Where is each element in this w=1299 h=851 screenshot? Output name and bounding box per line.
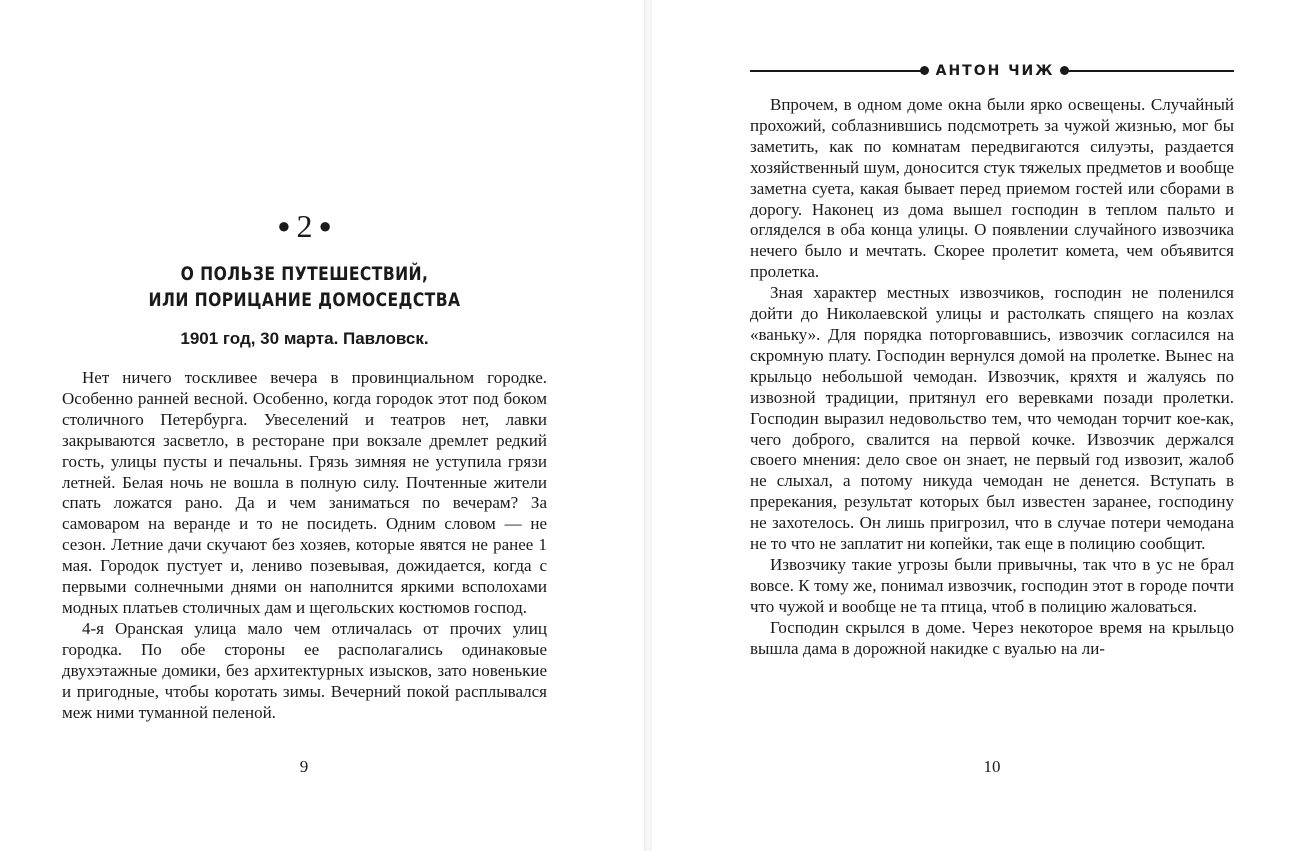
page-number-left: 9 <box>299 757 309 776</box>
page-number-right: 10 <box>983 757 1001 776</box>
paragraph: 4-я Оранская улица мало чем отличалась от прочих улиц городка. По обе стороны ее располагались одинаковые двухэтажные домики, без архитектурных изысков, зато новенькие и пригодные, чтобы коротать зимы. Вечерний покой расплывался меж ними туманной пеленой. <box>62 618 547 722</box>
chapter-title <box>106 261 504 313</box>
bullet-icon: ● <box>318 213 332 238</box>
paragraph: Впрочем, в одном доме окна были ярко освещены. Случайный прохожий, соблазнившись подсмотреть за чужой жизнью, мог бы заметить, как по комнатам передвигаются силуэты, раздается хозяйственный шум, доносится стук тяжелых предметов и вообще заметна суета, какая бывает перед приемом гостей или сборами в дорогу. Наконец из дома вышел господин в теплом пальто и огляделся в оба конца улицы. О появлении случайного извозчика нечего было и мечтать. Скорее пролетит комета, чем объявится пролетка. <box>750 95 1234 282</box>
chapter-title-line-1: О ПОЛЬЗЕ ПУТЕШЕСТВИЙ, <box>180 263 429 285</box>
paragraph: Нет ничего тоскливее вечера в провинциальном городке. Особенно ранней весной. Особенно, когда городок этот под боком столичного Петербурга. Увеселений и театров нет, лавки закрываются засветло, в ресторане при вокзале дремлет редкий гость, улицы пусты и печальны. Грязь зимняя не уступила грязи летней. Белая ночь не вошла в полную силу. Почтенные жители спать ложатся рано. Да и чем заниматься по вечерам? За самоваром на веранде и то не посидеть. Одним словом — не сезон. Летние дачи скучают без хозяев, которые явятся не ранее 1 мая. Городок пустует и, лениво позевывая, дожидается, когда с первыми солнечными днями он наполнится яркими всполохами модных платьев столичных дам и щегольских костюмов господ. <box>62 368 547 617</box>
header-dot-icon <box>920 66 929 75</box>
book-gutter <box>644 0 652 851</box>
chapter-title-line-2: ИЛИ ПОРИЦАНИЕ ДОМОСЕДСТВА <box>148 289 461 311</box>
chapter-subtitle: 1901 год, 30 марта. Павловск. <box>180 329 429 348</box>
header-rule-right <box>1068 70 1234 72</box>
running-header-author: АНТОН ЧИЖ <box>935 63 1055 79</box>
paragraph: Зная характер местных извозчиков, господин не поленился дойти до Николаевской улицы и растолкать спящего на козлах «ваньку». Для порядка поторговавшись, извозчик согласился на скромную плату. Господин вернулся домой на пролетке. Вынес на крыльцо небольшой чемодан. Извозчик, кряхтя и жалуясь по извозной традиции, притянул его веревками позади пролетки. Господин выразил недовольство тем, что чемодан торчит кое-как, чего доброго, свалится на первой кочке. Извозчик держался своего мнения: дело свое он знает, не первый год извозит, жалоб не слыхал, а потому никуда чемодан не денется. Вступать в пререкания, результат которых был известен заранее, господину не захотелось. Он лишь пригрозил, что в случае потери чемодана не то что не заплатит ни копейки, так еще в полицию сообщит. <box>750 283 1234 554</box>
paragraph: Господин скрылся в доме. Через некоторое время на крыльцо вышла дама в дорожной накидке с вуалью на ли- <box>750 617 1234 658</box>
paragraph: Извозчику такие угрозы были привычны, так что в ус не брал вовсе. К тому же, понимал извозчик, господин этот в городе почти что чужой и вообще не та птица, чтоб в полицию жаловаться. <box>750 554 1234 616</box>
header-rule-left <box>750 70 922 72</box>
chapter-number-value: 2 <box>296 208 313 244</box>
running-header <box>750 60 1234 82</box>
left-page-body <box>62 368 547 723</box>
bullet-icon: ● <box>277 213 291 238</box>
chapter-number <box>62 206 547 246</box>
right-page-body <box>750 95 1234 659</box>
